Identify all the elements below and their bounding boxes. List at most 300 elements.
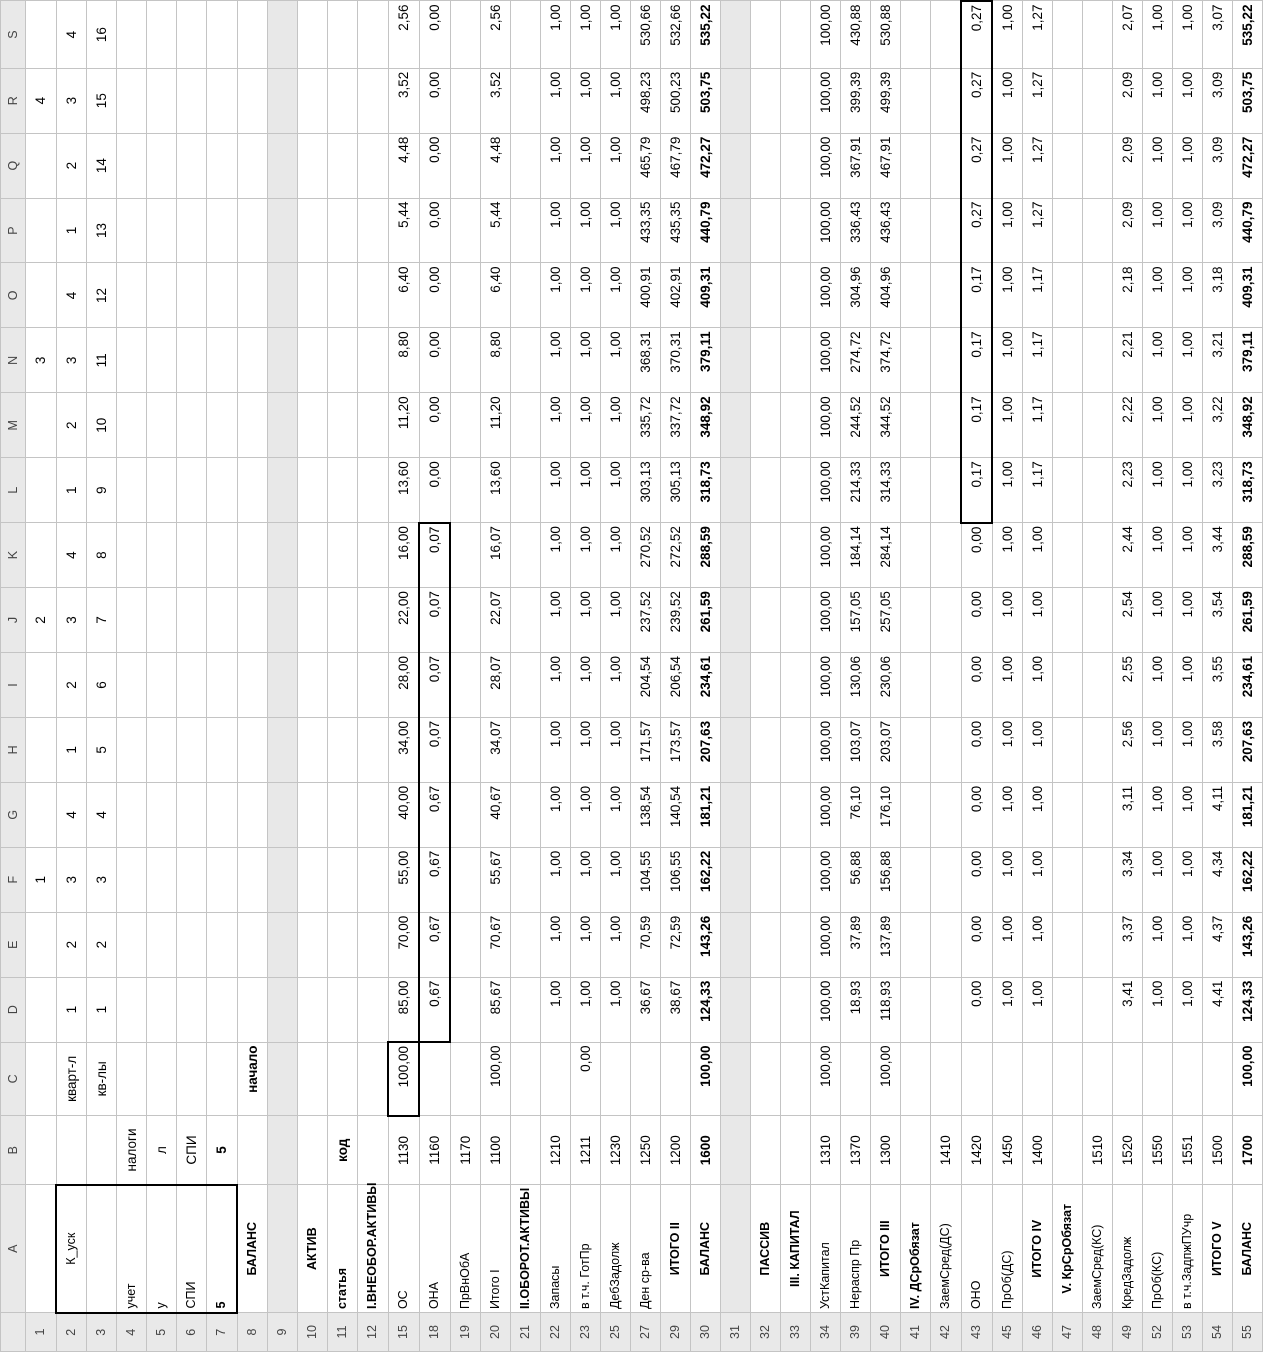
- cell-P2[interactable]: 1: [56, 198, 87, 263]
- row-header[interactable]: 23: [571, 1313, 601, 1352]
- cell-P41[interactable]: [901, 198, 931, 263]
- cell-K25[interactable]: 1,00: [601, 523, 631, 588]
- cell-G34[interactable]: 100,00: [811, 782, 841, 847]
- column-header-G[interactable]: G: [1, 782, 26, 847]
- row-header[interactable]: 39: [841, 1313, 871, 1352]
- cell-S30[interactable]: 535,22: [691, 1, 721, 68]
- cell-J9[interactable]: [268, 588, 298, 653]
- cell-O18[interactable]: 0,00: [419, 263, 450, 328]
- cell-R2[interactable]: 3: [56, 68, 87, 133]
- cell-G8[interactable]: [237, 782, 268, 847]
- cell-N20[interactable]: 8,80: [481, 328, 511, 393]
- cell-R21[interactable]: [511, 68, 541, 133]
- cell-G15[interactable]: 40,00: [388, 782, 419, 847]
- cell-R15[interactable]: 3,52: [388, 68, 419, 133]
- cell-O42[interactable]: [931, 263, 962, 328]
- cell-G30[interactable]: 181,21: [691, 782, 721, 847]
- cell-I47[interactable]: [1053, 653, 1083, 718]
- cell-O27[interactable]: 400,91: [631, 263, 661, 328]
- cell-J46[interactable]: 1,00: [1023, 588, 1053, 653]
- cell-P34[interactable]: 100,00: [811, 198, 841, 263]
- cell-P7[interactable]: [207, 198, 238, 263]
- cell-K20[interactable]: 16,07: [481, 523, 511, 588]
- cell-O32[interactable]: [751, 263, 781, 328]
- cell-O43[interactable]: 0,17: [961, 263, 992, 328]
- cell-C45[interactable]: [992, 1042, 1023, 1116]
- cell-N7[interactable]: [207, 328, 238, 393]
- cell-M40[interactable]: 344,52: [871, 393, 901, 458]
- cell-A53[interactable]: в т.ч.ЗадпжПУчр: [1173, 1185, 1203, 1313]
- cell-L30[interactable]: 318,73: [691, 458, 721, 523]
- cell-B52[interactable]: 1550: [1143, 1116, 1173, 1185]
- cell-M5[interactable]: [147, 393, 177, 458]
- cell-N48[interactable]: [1083, 328, 1113, 393]
- cell-O22[interactable]: 1,00: [541, 263, 571, 328]
- cell-K53[interactable]: 1,00: [1173, 523, 1203, 588]
- cell-K12[interactable]: [358, 523, 389, 588]
- cell-E55[interactable]: 143,26: [1233, 912, 1263, 977]
- cell-J27[interactable]: 237,52: [631, 588, 661, 653]
- row-header[interactable]: 1: [26, 1313, 57, 1352]
- cell-C46[interactable]: [1023, 1042, 1053, 1116]
- cell-F10[interactable]: [298, 847, 328, 912]
- cell-G9[interactable]: [268, 782, 298, 847]
- cell-H30[interactable]: 207,63: [691, 717, 721, 782]
- cell-J11[interactable]: [328, 588, 358, 653]
- cell-Q6[interactable]: [177, 133, 207, 198]
- cell-R6[interactable]: [177, 68, 207, 133]
- cell-D4[interactable]: [117, 977, 147, 1042]
- cell-M11[interactable]: [328, 393, 358, 458]
- cell-K39[interactable]: 184,14: [841, 523, 871, 588]
- row-header[interactable]: 30: [691, 1313, 721, 1352]
- cell-L12[interactable]: [358, 458, 389, 523]
- cell-F45[interactable]: 1,00: [992, 847, 1023, 912]
- cell-R3[interactable]: 15: [87, 68, 117, 133]
- cell-L33[interactable]: [781, 458, 811, 523]
- cell-E45[interactable]: 1,00: [992, 912, 1023, 977]
- cell-I32[interactable]: [751, 653, 781, 718]
- cell-Q20[interactable]: 4,48: [481, 133, 511, 198]
- cell-E22[interactable]: 1,00: [541, 912, 571, 977]
- row-header[interactable]: 55: [1233, 1313, 1263, 1352]
- cell-J18[interactable]: 0,07: [419, 588, 450, 653]
- cell-M12[interactable]: [358, 393, 389, 458]
- cell-R47[interactable]: [1053, 68, 1083, 133]
- cell-S47[interactable]: [1053, 1, 1083, 68]
- column-header-R[interactable]: R: [1, 68, 26, 133]
- cell-A4[interactable]: учет: [117, 1185, 147, 1313]
- cell-K31[interactable]: [721, 523, 751, 588]
- cell-S31[interactable]: [721, 1, 751, 68]
- cell-Q55[interactable]: 472,27: [1233, 133, 1263, 198]
- cell-K21[interactable]: [511, 523, 541, 588]
- cell-H4[interactable]: [117, 717, 147, 782]
- cell-B6[interactable]: СПИ: [177, 1116, 207, 1185]
- cell-H2[interactable]: 1: [56, 717, 87, 782]
- cell-S33[interactable]: [781, 1, 811, 68]
- cell-D49[interactable]: 3,41: [1113, 977, 1143, 1042]
- cell-O45[interactable]: 1,00: [992, 263, 1023, 328]
- cell-M4[interactable]: [117, 393, 147, 458]
- cell-B5[interactable]: л: [147, 1116, 177, 1185]
- cell-R46[interactable]: 1,27: [1023, 68, 1053, 133]
- cell-B18[interactable]: 1160: [419, 1116, 450, 1185]
- cell-N29[interactable]: 370,31: [661, 328, 691, 393]
- cell-A19[interactable]: ПрВнОбА: [450, 1185, 481, 1313]
- cell-L53[interactable]: 1,00: [1173, 458, 1203, 523]
- cell-N3[interactable]: 11: [87, 328, 117, 393]
- cell-J25[interactable]: 1,00: [601, 588, 631, 653]
- cell-S42[interactable]: [931, 1, 962, 68]
- cell-F20[interactable]: 55,67: [481, 847, 511, 912]
- cell-D43[interactable]: 0,00: [961, 977, 992, 1042]
- cell-S40[interactable]: 530,88: [871, 1, 901, 68]
- cell-M19[interactable]: [450, 393, 481, 458]
- cell-E9[interactable]: [268, 912, 298, 977]
- cell-J45[interactable]: 1,00: [992, 588, 1023, 653]
- row-header[interactable]: 53: [1173, 1313, 1203, 1352]
- cell-A21[interactable]: II.ОБОРОТ.АКТИВЫ: [511, 1185, 541, 1313]
- cell-B25[interactable]: 1230: [601, 1116, 631, 1185]
- cell-H54[interactable]: 3,58: [1203, 717, 1233, 782]
- row-header[interactable]: 46: [1023, 1313, 1053, 1352]
- cell-I15[interactable]: 28,00: [388, 653, 419, 718]
- cell-P55[interactable]: 440,79: [1233, 198, 1263, 263]
- cell-G42[interactable]: [931, 782, 962, 847]
- cell-E5[interactable]: [147, 912, 177, 977]
- cell-A30[interactable]: БАЛАНС: [691, 1185, 721, 1313]
- cell-B46[interactable]: 1400: [1023, 1116, 1053, 1185]
- cell-B8[interactable]: [237, 1116, 268, 1185]
- cell-N45[interactable]: 1,00: [992, 328, 1023, 393]
- cell-S53[interactable]: 1,00: [1173, 1, 1203, 68]
- cell-P11[interactable]: [328, 198, 358, 263]
- cell-D39[interactable]: 18,93: [841, 977, 871, 1042]
- cell-H32[interactable]: [751, 717, 781, 782]
- cell-G4[interactable]: [117, 782, 147, 847]
- row-header[interactable]: 20: [481, 1313, 511, 1352]
- cell-F42[interactable]: [931, 847, 962, 912]
- cell-S46[interactable]: 1,27: [1023, 1, 1053, 68]
- row-header[interactable]: 3: [87, 1313, 117, 1352]
- cell-E34[interactable]: 100,00: [811, 912, 841, 977]
- cell-A12[interactable]: I.ВНЕОБОР.АКТИВЫ: [358, 1185, 389, 1313]
- cell-S29[interactable]: 532,66: [661, 1, 691, 68]
- cell-Q2[interactable]: 2: [56, 133, 87, 198]
- cell-D45[interactable]: 1,00: [992, 977, 1023, 1042]
- cell-G10[interactable]: [298, 782, 328, 847]
- cell-H6[interactable]: [177, 717, 207, 782]
- cell-O47[interactable]: [1053, 263, 1083, 328]
- cell-F49[interactable]: 3,34: [1113, 847, 1143, 912]
- cell-B21[interactable]: [511, 1116, 541, 1185]
- cell-L43[interactable]: 0,17: [961, 458, 992, 523]
- cell-N8[interactable]: [237, 328, 268, 393]
- cell-Q34[interactable]: 100,00: [811, 133, 841, 198]
- cell-C42[interactable]: [931, 1042, 962, 1116]
- cell-M47[interactable]: [1053, 393, 1083, 458]
- cell-G19[interactable]: [450, 782, 481, 847]
- cell-F25[interactable]: 1,00: [601, 847, 631, 912]
- cell-E54[interactable]: 4,37: [1203, 912, 1233, 977]
- cell-L21[interactable]: [511, 458, 541, 523]
- cell-Q19[interactable]: [450, 133, 481, 198]
- cell-F46[interactable]: 1,00: [1023, 847, 1053, 912]
- cell-I42[interactable]: [931, 653, 962, 718]
- row-header[interactable]: 12: [358, 1313, 389, 1352]
- cell-H3[interactable]: 5: [87, 717, 117, 782]
- cell-C2[interactable]: кварт-л: [56, 1042, 87, 1116]
- cell-G21[interactable]: [511, 782, 541, 847]
- cell-B32[interactable]: [751, 1116, 781, 1185]
- cell-H7[interactable]: [207, 717, 238, 782]
- cell-P54[interactable]: 3,09: [1203, 198, 1233, 263]
- cell-M49[interactable]: 2,22: [1113, 393, 1143, 458]
- cell-S34[interactable]: 100,00: [811, 1, 841, 68]
- cell-J5[interactable]: [147, 588, 177, 653]
- cell-K19[interactable]: [450, 523, 481, 588]
- cell-G6[interactable]: [177, 782, 207, 847]
- cell-L39[interactable]: 214,33: [841, 458, 871, 523]
- cell-C23[interactable]: 0,00: [571, 1042, 601, 1116]
- cell-M22[interactable]: 1,00: [541, 393, 571, 458]
- cell-P15[interactable]: 5,44: [388, 198, 419, 263]
- cell-A31[interactable]: [721, 1185, 751, 1313]
- cell-I5[interactable]: [147, 653, 177, 718]
- column-header-I[interactable]: I: [1, 653, 26, 718]
- cell-K5[interactable]: [147, 523, 177, 588]
- cell-E41[interactable]: [901, 912, 931, 977]
- cell-D53[interactable]: 1,00: [1173, 977, 1203, 1042]
- cell-H33[interactable]: [781, 717, 811, 782]
- cell-K2[interactable]: 4: [56, 523, 87, 588]
- cell-C43[interactable]: [961, 1042, 992, 1116]
- cell-M41[interactable]: [901, 393, 931, 458]
- cell-C15[interactable]: 100,00: [388, 1042, 419, 1116]
- cell-R32[interactable]: [751, 68, 781, 133]
- cell-G25[interactable]: 1,00: [601, 782, 631, 847]
- cell-S1[interactable]: [26, 1, 57, 68]
- cell-Q8[interactable]: [237, 133, 268, 198]
- cell-D21[interactable]: [511, 977, 541, 1042]
- cell-C55[interactable]: 100,00: [1233, 1042, 1263, 1116]
- cell-B53[interactable]: 1551: [1173, 1116, 1203, 1185]
- cell-A42[interactable]: ЗаемСред(ДС): [931, 1185, 962, 1313]
- cell-C31[interactable]: [721, 1042, 751, 1116]
- cell-L54[interactable]: 3,23: [1203, 458, 1233, 523]
- row-header[interactable]: 18: [419, 1313, 450, 1352]
- cell-P53[interactable]: 1,00: [1173, 198, 1203, 263]
- cell-R49[interactable]: 2,09: [1113, 68, 1143, 133]
- column-header-L[interactable]: L: [1, 458, 26, 523]
- cell-S21[interactable]: [511, 1, 541, 68]
- cell-L7[interactable]: [207, 458, 238, 523]
- cell-J41[interactable]: [901, 588, 931, 653]
- cell-N27[interactable]: 368,31: [631, 328, 661, 393]
- cell-K4[interactable]: [117, 523, 147, 588]
- cell-L15[interactable]: 13,60: [388, 458, 419, 523]
- cell-E30[interactable]: 143,26: [691, 912, 721, 977]
- cell-Q32[interactable]: [751, 133, 781, 198]
- column-header-S[interactable]: S: [1, 1, 26, 68]
- cell-Q41[interactable]: [901, 133, 931, 198]
- cell-H43[interactable]: 0,00: [961, 717, 992, 782]
- cell-G45[interactable]: 1,00: [992, 782, 1023, 847]
- cell-S11[interactable]: [328, 1, 358, 68]
- cell-D42[interactable]: [931, 977, 962, 1042]
- cell-E33[interactable]: [781, 912, 811, 977]
- cell-K15[interactable]: 16,00: [388, 523, 419, 588]
- cell-S12[interactable]: [358, 1, 389, 68]
- cell-A1[interactable]: [26, 1185, 57, 1313]
- cell-P1[interactable]: [26, 198, 57, 263]
- cell-G47[interactable]: [1053, 782, 1083, 847]
- cell-K22[interactable]: 1,00: [541, 523, 571, 588]
- cell-R43[interactable]: 0,27: [961, 68, 992, 133]
- cell-E47[interactable]: [1053, 912, 1083, 977]
- cell-L48[interactable]: [1083, 458, 1113, 523]
- cell-L9[interactable]: [268, 458, 298, 523]
- cell-P39[interactable]: 336,43: [841, 198, 871, 263]
- cell-D46[interactable]: 1,00: [1023, 977, 1053, 1042]
- cell-H31[interactable]: [721, 717, 751, 782]
- cell-S2[interactable]: 4: [56, 1, 87, 68]
- cell-G18[interactable]: 0,67: [419, 782, 450, 847]
- cell-M45[interactable]: 1,00: [992, 393, 1023, 458]
- cell-G55[interactable]: 181,21: [1233, 782, 1263, 847]
- cell-E6[interactable]: [177, 912, 207, 977]
- cell-P40[interactable]: 436,43: [871, 198, 901, 263]
- cell-Q25[interactable]: 1,00: [601, 133, 631, 198]
- cell-R9[interactable]: [268, 68, 298, 133]
- cell-P20[interactable]: 5,44: [481, 198, 511, 263]
- cell-A23[interactable]: в т.ч. ГотПр: [571, 1185, 601, 1313]
- cell-I22[interactable]: 1,00: [541, 653, 571, 718]
- cell-C49[interactable]: [1113, 1042, 1143, 1116]
- cell-E2[interactable]: 2: [56, 912, 87, 977]
- cell-C32[interactable]: [751, 1042, 781, 1116]
- column-header-Q[interactable]: Q: [1, 133, 26, 198]
- cell-M23[interactable]: 1,00: [571, 393, 601, 458]
- cell-Q30[interactable]: 472,27: [691, 133, 721, 198]
- cell-H25[interactable]: 1,00: [601, 717, 631, 782]
- cell-Q42[interactable]: [931, 133, 962, 198]
- column-header-P[interactable]: P: [1, 198, 26, 263]
- cell-M20[interactable]: 11,20: [481, 393, 511, 458]
- cell-S15[interactable]: 2,56: [388, 1, 419, 68]
- cell-A6[interactable]: СПИ: [177, 1185, 207, 1313]
- cell-N21[interactable]: [511, 328, 541, 393]
- cell-K27[interactable]: 270,52: [631, 523, 661, 588]
- cell-B20[interactable]: 1100: [481, 1116, 511, 1185]
- cell-F55[interactable]: 162,22: [1233, 847, 1263, 912]
- cell-B31[interactable]: [721, 1116, 751, 1185]
- cell-M55[interactable]: 348,92: [1233, 393, 1263, 458]
- cell-G52[interactable]: 1,00: [1143, 782, 1173, 847]
- cell-F5[interactable]: [147, 847, 177, 912]
- cell-R40[interactable]: 499,39: [871, 68, 901, 133]
- cell-R7[interactable]: [207, 68, 238, 133]
- cell-F4[interactable]: [117, 847, 147, 912]
- cell-J52[interactable]: 1,00: [1143, 588, 1173, 653]
- cell-H48[interactable]: [1083, 717, 1113, 782]
- cell-J2[interactable]: 3: [56, 588, 87, 653]
- cell-J40[interactable]: 257,05: [871, 588, 901, 653]
- cell-I4[interactable]: [117, 653, 147, 718]
- cell-M8[interactable]: [237, 393, 268, 458]
- cell-C40[interactable]: 100,00: [871, 1042, 901, 1116]
- cell-K46[interactable]: 1,00: [1023, 523, 1053, 588]
- cell-A18[interactable]: ОНА: [419, 1185, 450, 1313]
- cell-I21[interactable]: [511, 653, 541, 718]
- cell-C19[interactable]: [450, 1042, 481, 1116]
- cell-N5[interactable]: [147, 328, 177, 393]
- cell-I6[interactable]: [177, 653, 207, 718]
- cell-G48[interactable]: [1083, 782, 1113, 847]
- cell-C54[interactable]: [1203, 1042, 1233, 1116]
- cell-N33[interactable]: [781, 328, 811, 393]
- cell-Q49[interactable]: 2,09: [1113, 133, 1143, 198]
- cell-R10[interactable]: [298, 68, 328, 133]
- cell-Q12[interactable]: [358, 133, 389, 198]
- cell-F31[interactable]: [721, 847, 751, 912]
- cell-O4[interactable]: [117, 263, 147, 328]
- cell-B55[interactable]: 1700: [1233, 1116, 1263, 1185]
- cell-N52[interactable]: 1,00: [1143, 328, 1173, 393]
- column-header-C[interactable]: C: [1, 1042, 26, 1116]
- cell-N19[interactable]: [450, 328, 481, 393]
- cell-D29[interactable]: 38,67: [661, 977, 691, 1042]
- cell-O49[interactable]: 2,18: [1113, 263, 1143, 328]
- cell-I11[interactable]: [328, 653, 358, 718]
- cell-I8[interactable]: [237, 653, 268, 718]
- cell-C33[interactable]: [781, 1042, 811, 1116]
- cell-C7[interactable]: [207, 1042, 238, 1116]
- cell-C5[interactable]: [147, 1042, 177, 1116]
- cell-A5[interactable]: у: [147, 1185, 177, 1313]
- cell-A49[interactable]: КредЗадолж: [1113, 1185, 1143, 1313]
- cell-Q9[interactable]: [268, 133, 298, 198]
- cell-A3[interactable]: [87, 1185, 117, 1313]
- row-header[interactable]: 21: [511, 1313, 541, 1352]
- cell-C22[interactable]: [541, 1042, 571, 1116]
- cell-F12[interactable]: [358, 847, 389, 912]
- cell-K47[interactable]: [1053, 523, 1083, 588]
- row-header[interactable]: 48: [1083, 1313, 1113, 1352]
- cell-P21[interactable]: [511, 198, 541, 263]
- cell-F27[interactable]: 104,55: [631, 847, 661, 912]
- cell-R25[interactable]: 1,00: [601, 68, 631, 133]
- cell-L2[interactable]: 1: [56, 458, 87, 523]
- cell-L27[interactable]: 303,13: [631, 458, 661, 523]
- cell-Q48[interactable]: [1083, 133, 1113, 198]
- cell-N11[interactable]: [328, 328, 358, 393]
- cell-I55[interactable]: 234,61: [1233, 653, 1263, 718]
- row-header[interactable]: 10: [298, 1313, 328, 1352]
- cell-O31[interactable]: [721, 263, 751, 328]
- cell-E3[interactable]: 2: [87, 912, 117, 977]
- cell-J42[interactable]: [931, 588, 962, 653]
- cell-O34[interactable]: 100,00: [811, 263, 841, 328]
- cell-L20[interactable]: 13,60: [481, 458, 511, 523]
- cell-K7[interactable]: [207, 523, 238, 588]
- cell-R22[interactable]: 1,00: [541, 68, 571, 133]
- cell-H29[interactable]: 173,57: [661, 717, 691, 782]
- cell-R41[interactable]: [901, 68, 931, 133]
- cell-L41[interactable]: [901, 458, 931, 523]
- cell-K30[interactable]: 288,59: [691, 523, 721, 588]
